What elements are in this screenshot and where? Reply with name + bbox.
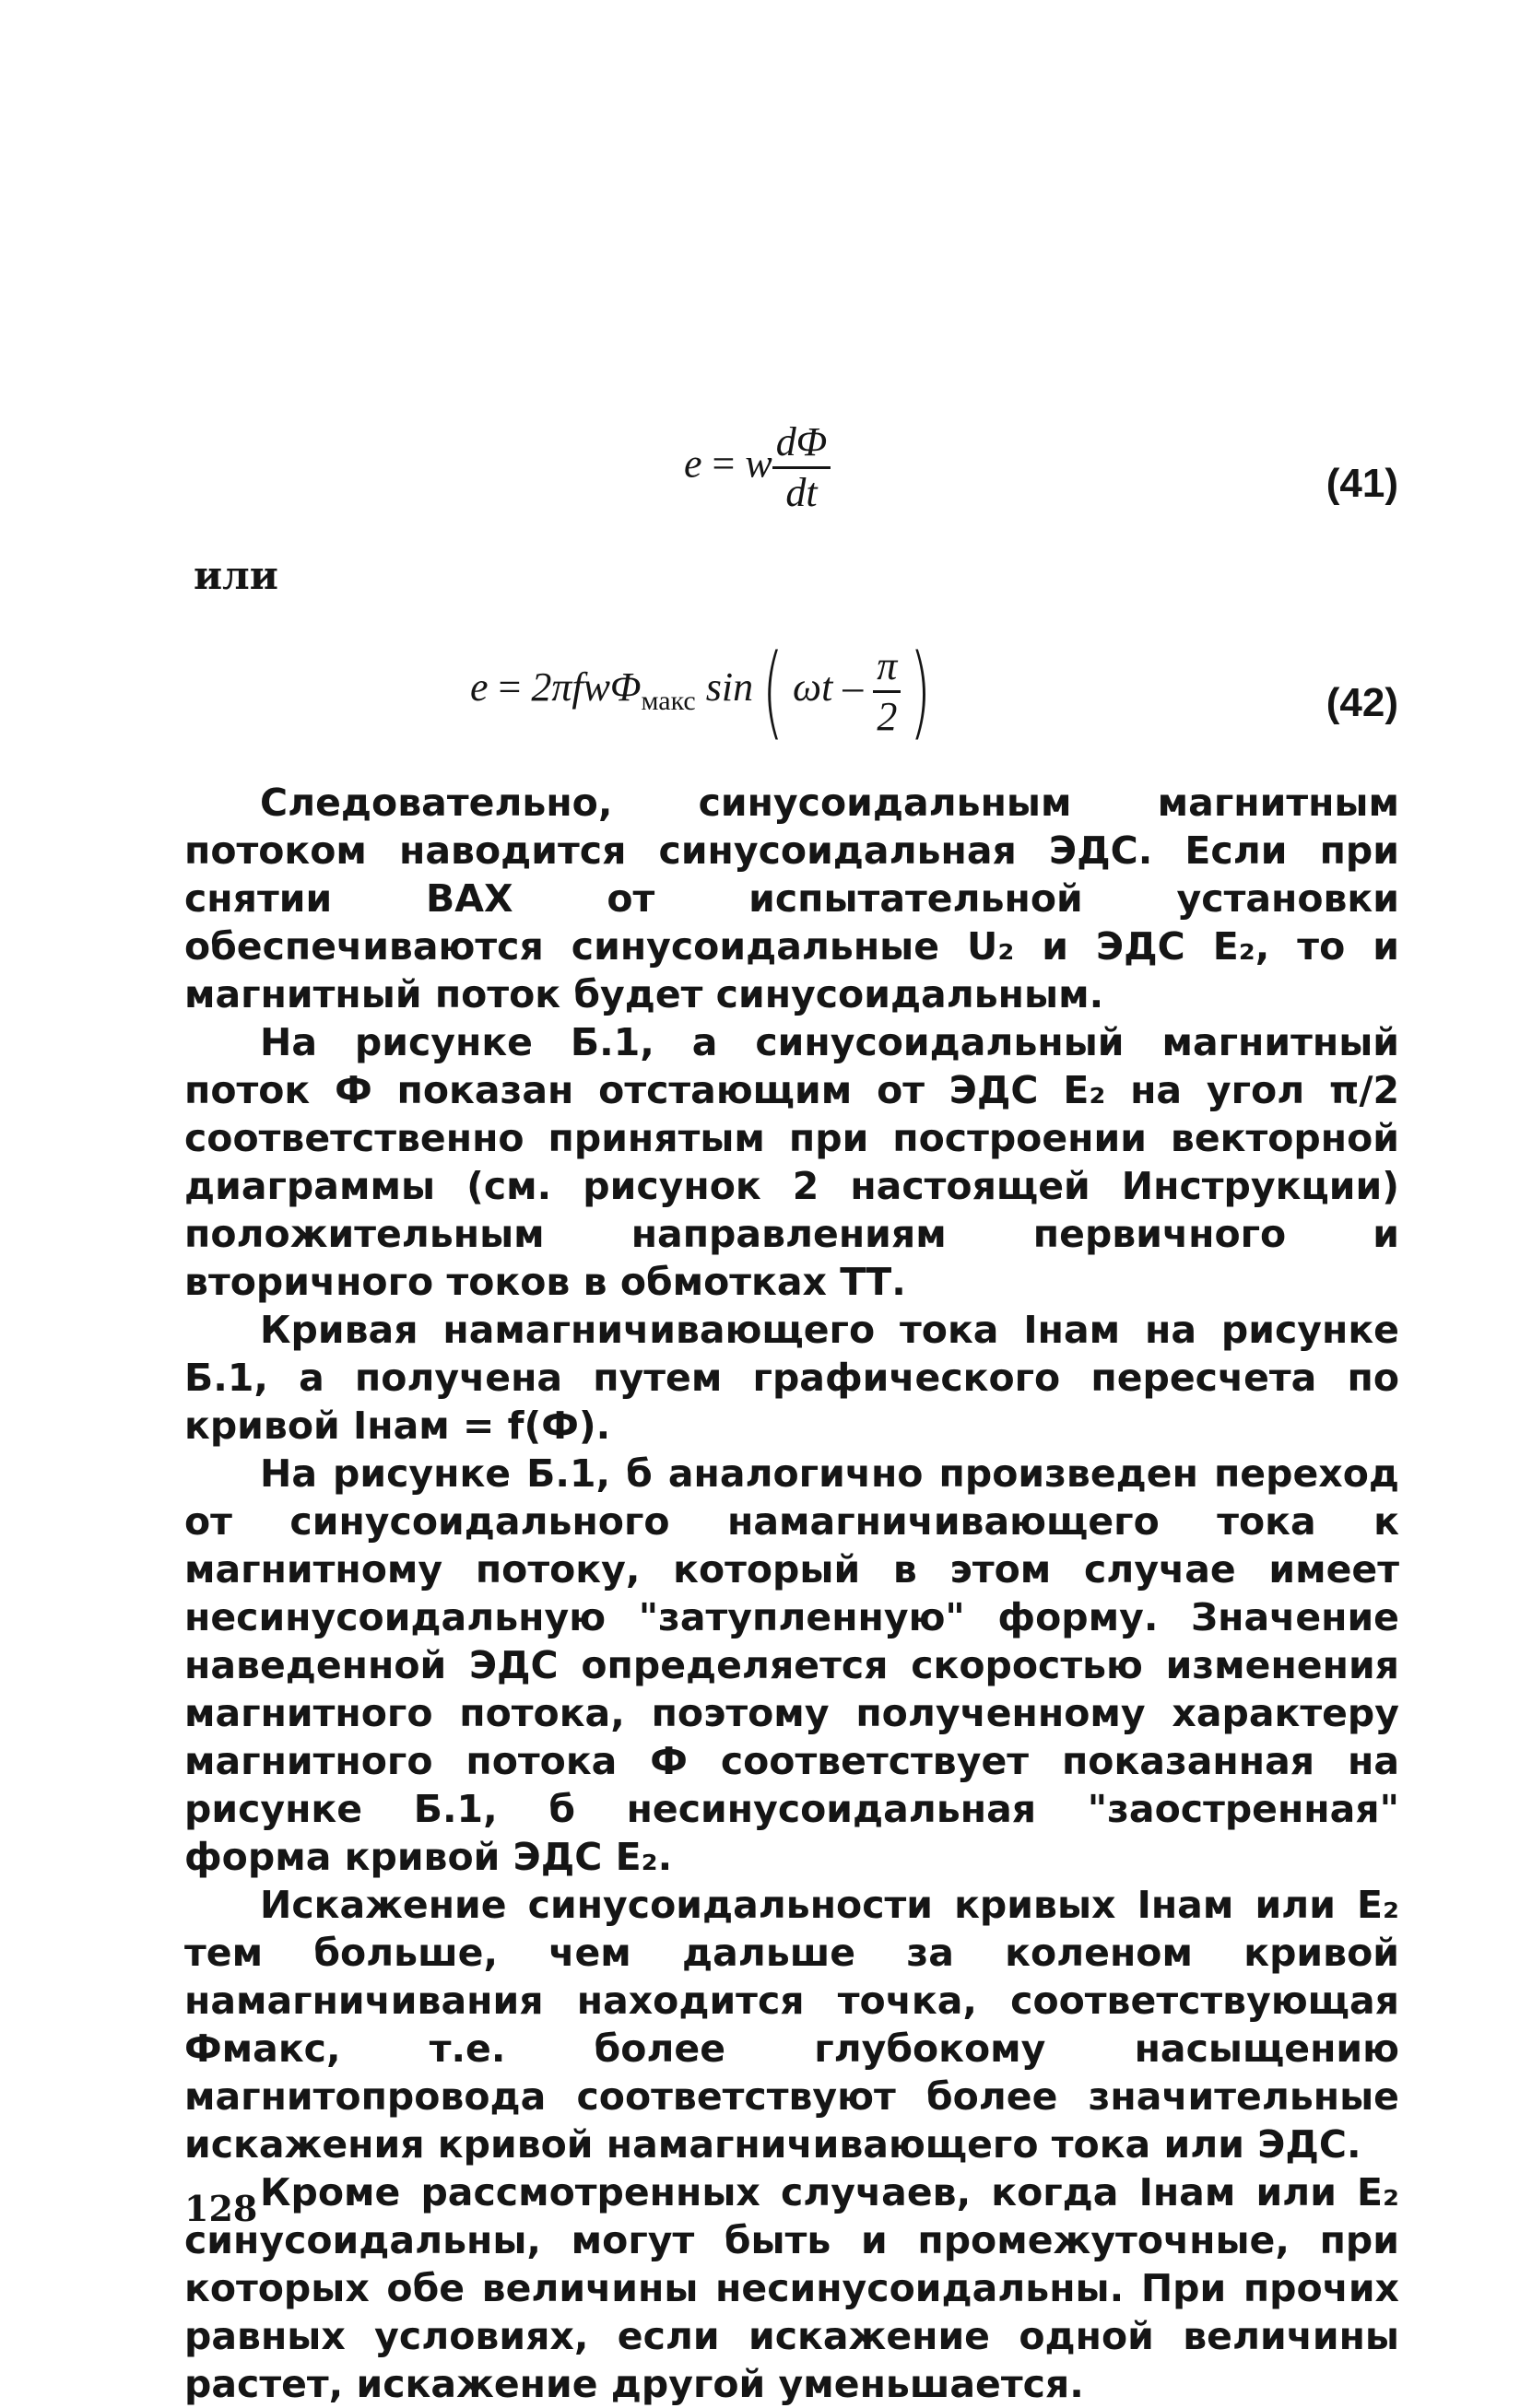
paragraph-1: Следовательно, синусоидальным магнитным потоком наводится синусоидальная ЭДС. Если при снятии ВАХ от испытательной установки обеспечиваются синусоидальные U₂ и ЭДС E₂, то и магнитный поток будет синусоидальным.	[184, 781, 1399, 1016]
formula-42	[470, 632, 940, 750]
formula-42-main: 2πfwΦ	[531, 664, 642, 711]
formula-42-right-paren: )	[910, 632, 932, 750]
formula-41-lhs: e	[684, 440, 702, 487]
paragraph-3: Кривая намагничивающего тока Iнам на рисунке Б.1, а получена путем графического пересчета по кривой Iнам = f(Ф).	[184, 1308, 1399, 1448]
formula-42-fraction	[873, 642, 901, 739]
formula-41-numerator: dΦ	[772, 422, 831, 469]
paragraph-4: На рисунке Б.1, б аналогично произведен переход от синусоидального намагничивающего тока к магнитному потоку, который в этом случае имеет несинусоидальную "затупленную" форму. Значение наведенной ЭДС определяется скоростью изменения магнитного потока, поэтому полученному характеру магнитного потока Ф соответствует показанная на рисунке Б.1, б несинусоидальная "заостренная" форма кривой ЭДС E₂.	[184, 1451, 1399, 1879]
formula-42-lhs: e	[470, 664, 489, 711]
formula-42-left-paren: (	[761, 632, 784, 750]
formula-42-subscript: макс	[641, 686, 696, 717]
paragraph-5: Искажение синусоидальности кривых Iнам или E₂ тем больше, чем дальше за коленом кривой намагничивания находится точка, соответствующая Фмакс, т.е. более глубокому насыщению магнитопровода соответствуют более значительные искажения кривой намагничивающего тока или ЭДС.	[184, 1883, 1399, 2167]
formula-41-coef: w	[745, 440, 772, 487]
formula-42-label: (42)	[1326, 680, 1398, 725]
formula-42-numerator: π	[873, 646, 901, 693]
formula-42-denominator: 2	[877, 693, 898, 739]
page-number: 128	[184, 2188, 258, 2229]
formula-41-equals: =	[712, 440, 736, 487]
formula-41-label: (41)	[1326, 461, 1398, 506]
formula-42-function: sin	[705, 664, 754, 711]
formula-41-denominator: dt	[785, 470, 818, 515]
formula-42-equals: =	[498, 664, 522, 711]
formula-42-argument: ωt –	[793, 664, 864, 711]
formula-41-fraction	[772, 419, 831, 515]
body-text	[184, 779, 1399, 2408]
formula-41	[684, 419, 831, 515]
connector-word: или	[194, 553, 278, 598]
paragraph-2: На рисунке Б.1, а синусоидальный магнитный поток Ф показан отстающим от ЭДС E₂ на угол π/2 соответственно принятым при построении векторной диаграммы (см. рисунок 2 настоящей Инструкции) положительным направлениям первичного и вторичного токов в обмотках ТТ.	[184, 1020, 1399, 1304]
paragraph-6: Кроме рассмотренных случаев, когда Iнам или E₂ синусоидальны, могут быть и промежуточные, при которых обе величины несинусоидальны. При прочих равных условиях, если искажение одной величины растет, искажение другой уменьшается.	[184, 2170, 1399, 2406]
